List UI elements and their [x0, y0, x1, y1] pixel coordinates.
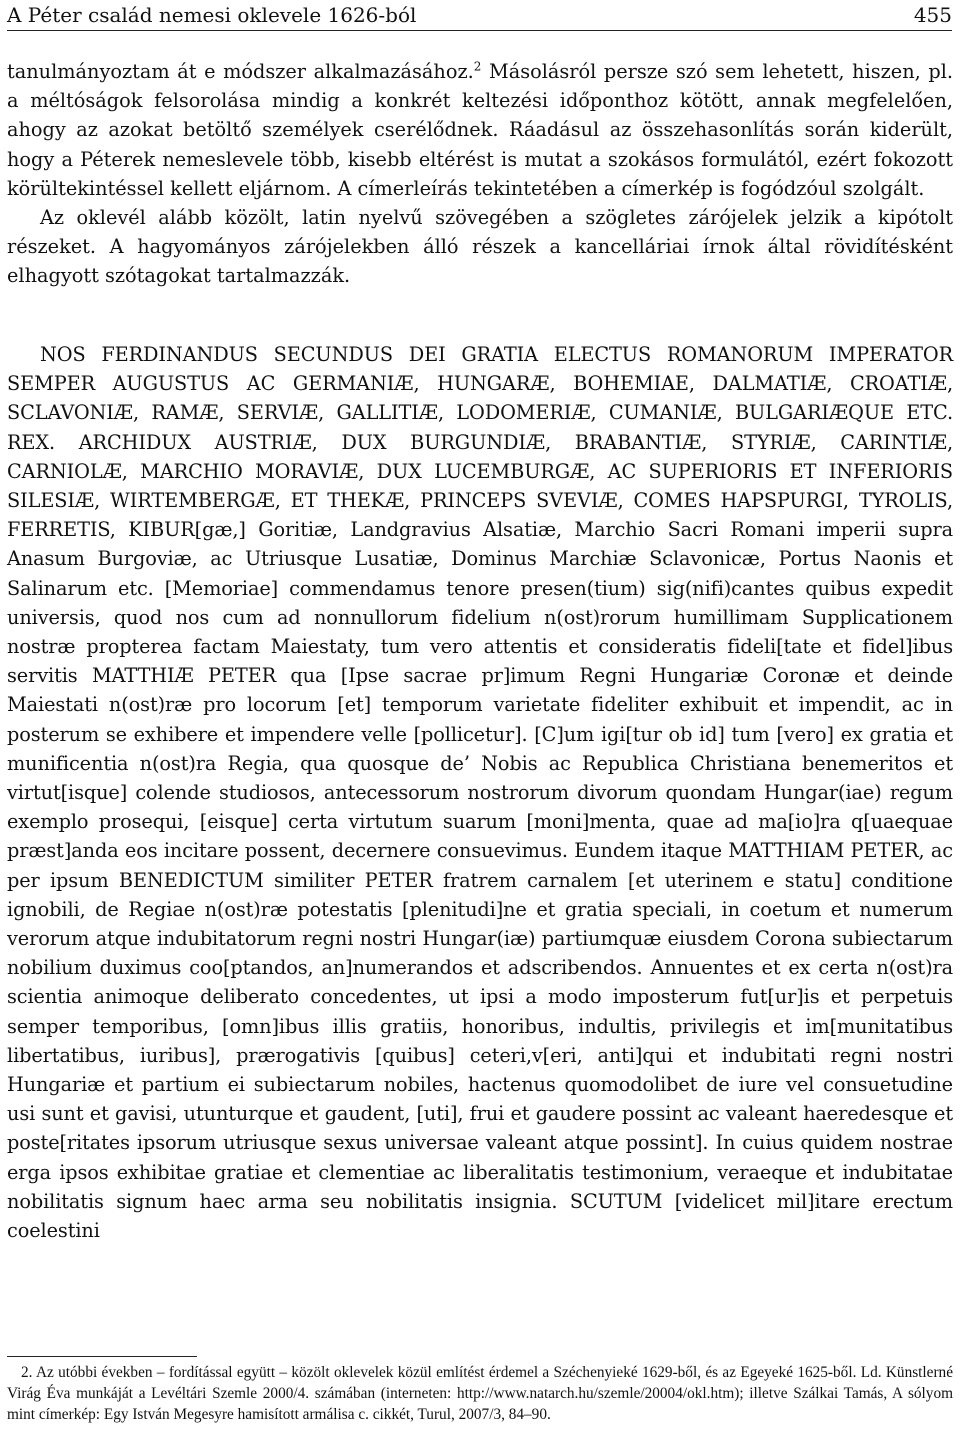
- footnote-section: [7, 1362, 953, 1425]
- intro-text-start: tanulmányoztam át e módszer alkalmazásához.: [7, 60, 474, 83]
- running-title: A Péter család nemesi oklevele 1626-ból: [7, 3, 417, 27]
- intro-paragraph: [7, 57, 953, 203]
- footnote-divider: [7, 1356, 197, 1357]
- bracket-note-paragraph: Az oklevél alább közölt, latin nyelvű szövegében a szögletes zárójelek jelzik a kipótolt részeket. A hagyományos zárójelekben álló részek a kancelláriai írnok által rövidítésként elhagyott szótagokat tartalmazzák.: [7, 206, 953, 288]
- intro-section: [7, 57, 953, 291]
- running-header: [7, 0, 952, 31]
- footnote-2: 2. Az utóbbi években – fordítással együtt – közölt oklevelek közül említést érdemel a Széchenyieké 1629-ből, és az Egeyeké 1625-ből. Ld. Künstlerné Virág Éva munkáját a Levéltári Szemle 2000/4. számában (interneten: http://www.natarch.hu/szemle/20004/okl.htm); illetve Szálkai Tamás, A sólyom mint címerkép: Egy István Megesyre hamisított armálisa c. cikkét, Turul, 2007/3, 84–90.: [7, 1364, 953, 1423]
- footnote-reference[interactable]: 2: [473, 59, 482, 74]
- intro-text-rest: Másolásról persze szó sem lehetett, hiszen, pl. a méltóságok felsorolása mindig a konkrét keltezési időponthoz kötött, annak megfelelően, ahogy az azokat betöltő személyek cserélődnek. Ráadásul az összehasonlítás során kiderült, hogy a Péterek nemeslevele több, kisebb eltérést is mutat a szokásos formulától, ezért fokozott körültekintéssel kellett eljárnom. A címerleírás tekintetében a címerkép is fogódzóul szolgált.: [7, 60, 953, 200]
- page-number: 455: [913, 3, 952, 27]
- charter-latin-text: NOS FERDINANDUS SECUNDUS DEI GRATIA ELECTUS ROMANORUM IMPERATOR SEMPER AUGUSTUS AC GERMANIÆ, HUNGARÆ, BOHEMIAE, DALMATIÆ, CROATIÆ, SCLAVONIÆ, RAMÆ, SERVIÆ, GALLITIÆ, LODOMERIÆ, CUMANIÆ, BULGARIÆQUE ETC. REX. ARCHIDUX AUSTRIÆ, DUX BURGUNDIÆ, BRABANTIÆ, STYRIÆ, CARINTIÆ, CARNIOLÆ, MARCHIO MORAVIÆ, DUX LUCEMBURGÆ, AC SUPERIORIS ET INFERIORIS SILESIÆ, WIRTEMBERGÆ, ET THEKÆ, PRINCEPS SVEVIÆ, COMES HAPSPURGI, TYROLIS, FERRETIS, KIBUR[gæ,] Goritiæ, Landgravius Alsatiæ, Marchio Sacri Romani imperii supra Anasum Burgoviæ, ac Utriusque Lusatiæ, Dominus Marchiæ Sclavonicæ, Portus Naonis et Salinarum etc. [Memoriae] commendamus tenore presen(tium) sig(nifi)cantes quibus expedit universis, quod nos cum ad nonnullorum fidelium n(ost)rorum humillimam Supplicationem nostræ propterea factam Maiestaty, tum vero attentis et consideratis fideli[tate et fidel]ibus servitis MATTHIÆ PETER qua [Ipse sacrae pr]imum Regni Hungariæ Coronæ et deinde Maiestati n(ost)ræ pro locorum [et] temporum varietate fideliter exhibuit et impendit, ac in posterum se exhibere et impendere velle [pollicetur]. [C]um igi[tur ob id] tum [vero] ex gratia et munificentia n(ost)ra Regia, qua quosque de’ Nobis ac Republica Christiana benemeritos et virtut[isque] colende studiosos, antecessorum nostrorum divorum quondam Hungar(iae) regum exemplo prosequi, [eisque] certa virtutum suarum [moni]menta, quae ad ma[io]ra q[uaequae præst]anda eos incitare possent, decernere consuevimus. Eundem itaque MATTHIAM PETER, ac per ipsum BENEDICTUM similiter PETER fratrem carnalem [et uterinem e statu] conditione ignobili, de Regiae n(ost)ræ potestatis [plenitudi]ne et gratia speciali, in coetum et numerum verorum atque indubitatorum regni nostri Hungar(iæ) partiumquæ eiusdem Corona subiectarum nobilium duximus coo[ptandos, an]numerandos et adscribendos. Annuentes et ex certa n(ost)ra scientia animoque deliberato concedentes, ut ipsi a modo imposterum fut[ur]is et perpetuis semper temporibus, [omn]ibus illis gratiis, honoribus, indultis, privilegis et im[munitatibus libertatibus, iuribus], prærogativis [quibus] ceteri,v[eri, anti]qui et indubitati regni nostri Hungariæ et partium ei subiectarum nobiles, hactenus quomodolibet de iure vel consuetudine usi sunt et gavisi, utunturque et gaudent, [uti], frui et gaudere possint ac valeant haeredesque et poste[ritates ipsorum utriusque sexus universae valeant atque possint]. In cuius quidem nostrae erga ipsos exhibitae gratiae et clementiae ac liberalitatis testimonium, veraeque et indubitatae nobilitatis signum haec arma seu nobilitatis insignia. SCUTUM [videlicet mil]itare erectum coelestini: [7, 343, 953, 1243]
- charter-text-section: [7, 340, 953, 1245]
